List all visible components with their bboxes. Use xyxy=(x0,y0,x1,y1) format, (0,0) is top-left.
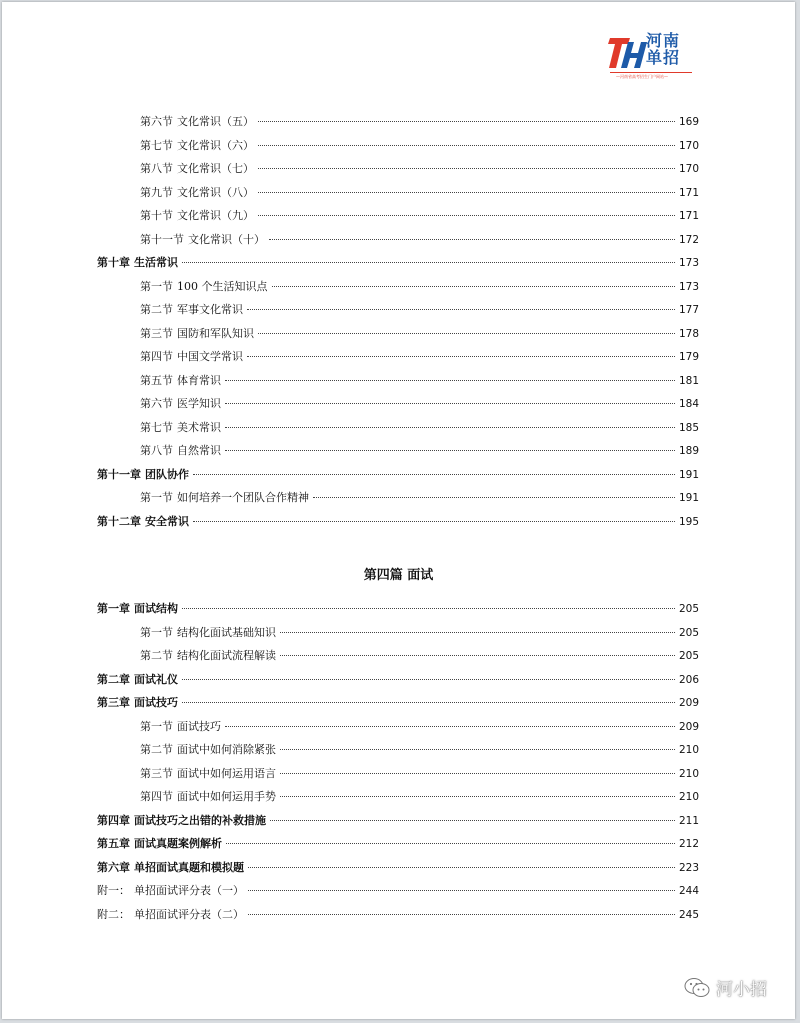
toc-entry-title: 如何培养一个团队合作精神 xyxy=(177,491,309,504)
toc-entry-title: 面试结构 xyxy=(134,602,178,615)
toc-entry-title: 100 个生活知识点 xyxy=(177,279,268,293)
toc-entry-page: 210 xyxy=(678,744,699,756)
toc-entry-page: 173 xyxy=(678,257,699,269)
toc-section-entry[interactable] xyxy=(140,183,699,203)
wechat-icon xyxy=(684,977,710,999)
dot-leader xyxy=(258,145,675,146)
toc-entry-label: 第五章 xyxy=(97,837,130,850)
toc-entry-page: 184 xyxy=(678,398,699,410)
toc-entry-label: 第三节 xyxy=(140,766,173,780)
toc-entry-title: 国防和军队知识 xyxy=(177,326,254,340)
toc-entry-title: 团队协作 xyxy=(145,467,189,481)
toc-entry-page: 205 xyxy=(678,603,699,615)
toc-chapter-entry[interactable] xyxy=(97,693,699,713)
toc-entry-title: 面试中如何运用手势 xyxy=(177,790,276,803)
toc-entry-page: 209 xyxy=(678,720,699,733)
toc-entry-title: 面试礼仪 xyxy=(134,672,178,686)
toc-entry-page: 206 xyxy=(678,673,699,686)
toc-entry-page: 245 xyxy=(678,908,699,921)
th-logo-icon xyxy=(608,34,648,70)
toc-entry-label: 第七节 xyxy=(140,420,173,434)
dot-leader xyxy=(225,380,675,381)
toc-entry-title: 文化常识（五） xyxy=(177,115,254,128)
toc-section-entry[interactable] xyxy=(140,112,699,132)
dot-leader xyxy=(226,843,675,844)
toc-section-entry[interactable] xyxy=(140,300,699,320)
document-page xyxy=(2,2,795,1019)
toc-entry-label: 第十一节 xyxy=(140,232,184,246)
toc-section-entry[interactable] xyxy=(140,277,699,297)
toc-entry-label: 第一节 xyxy=(140,279,173,293)
toc-entry-label: 第八节 xyxy=(140,444,173,457)
dot-leader xyxy=(258,215,675,216)
toc-entry-page: 210 xyxy=(678,791,699,803)
toc-entry-label: 第一节 xyxy=(140,491,173,504)
toc-entry-label: 第六节 xyxy=(140,397,173,410)
toc-entry-title: 体育常识 xyxy=(177,373,221,387)
toc-entry-page: 170 xyxy=(678,163,699,175)
toc-section-entry[interactable] xyxy=(140,206,699,226)
dot-leader xyxy=(193,474,675,475)
dot-leader xyxy=(258,192,675,193)
toc-section-entry[interactable] xyxy=(140,488,699,508)
toc-entry-title: 面试技巧 xyxy=(177,719,221,733)
toc-entry-title: 中国文学常识 xyxy=(177,350,243,363)
toc-entry-label: 第三章 xyxy=(97,696,130,709)
toc-section-entry[interactable] xyxy=(140,324,699,344)
toc-entry-page: 177 xyxy=(678,304,699,316)
toc-entry-title: 文化常识（八） xyxy=(177,185,254,199)
part-title: 第四篇 面试 xyxy=(363,568,434,583)
toc-entry-title: 面试真题案例解析 xyxy=(134,837,222,850)
toc-entry-page: 244 xyxy=(678,885,699,897)
toc-entry-page: 191 xyxy=(678,492,699,504)
toc-section-entry[interactable] xyxy=(140,418,699,438)
toc-entry-label: 第二节 xyxy=(140,649,173,662)
toc-entry-title: 面试中如何消除紧张 xyxy=(177,743,276,756)
brand-logo xyxy=(608,32,696,80)
dot-leader xyxy=(248,914,675,915)
toc-entry-page: 172 xyxy=(678,233,699,246)
toc-entry-title: 文化常识（十） xyxy=(188,232,265,246)
dot-leader xyxy=(247,309,675,310)
toc-entry-page: 209 xyxy=(678,697,699,709)
dot-leader xyxy=(247,356,675,357)
toc-entry-page: 170 xyxy=(678,139,699,152)
toc-section-entry[interactable] xyxy=(140,740,699,760)
toc-section-entry[interactable] xyxy=(140,646,699,666)
toc-entry-label: 第四节 xyxy=(140,350,173,363)
dot-leader xyxy=(280,655,675,656)
toc-entry-title: 美术常识 xyxy=(177,420,221,434)
toc-section-entry[interactable] xyxy=(140,717,699,737)
dot-leader xyxy=(272,286,675,287)
toc-entry-label: 第一章 xyxy=(97,602,130,615)
dot-leader xyxy=(280,749,675,750)
dot-leader xyxy=(225,450,675,451)
toc-entry-label: 第一节 xyxy=(140,625,173,639)
logo-text-line1: 河南 xyxy=(646,31,681,50)
dot-leader xyxy=(280,773,675,774)
toc-entry-title: 医学知识 xyxy=(177,397,221,410)
toc-entry-label: 第四节 xyxy=(140,790,173,803)
dot-leader xyxy=(248,867,675,868)
dot-leader xyxy=(225,726,675,727)
toc-entry-title: 安全常识 xyxy=(145,514,189,528)
toc-entry-label: 第十节 xyxy=(140,209,173,222)
toc-section-entry[interactable] xyxy=(140,623,699,643)
toc-entry-page: 179 xyxy=(678,351,699,363)
toc-entry-page: 171 xyxy=(678,186,699,199)
toc-entry-label: 第二章 xyxy=(97,672,130,686)
toc-section-entry[interactable] xyxy=(140,347,699,367)
dot-leader xyxy=(182,702,675,703)
toc-entry-title: 文化常识（六） xyxy=(177,138,254,152)
toc-entry-title: 面试技巧 xyxy=(134,696,178,709)
toc-entry-page: 185 xyxy=(678,421,699,434)
toc-chapter-entry[interactable] xyxy=(97,512,699,532)
toc-entry-label: 第二节 xyxy=(140,743,173,756)
toc-entry-page: 173 xyxy=(678,280,699,293)
toc-entry-page: 212 xyxy=(678,838,699,850)
toc-entry-page: 191 xyxy=(678,468,699,481)
toc-entry-label: 第七节 xyxy=(140,138,173,152)
wechat-watermark xyxy=(684,975,767,1000)
toc-section-entry[interactable] xyxy=(140,787,699,807)
toc-entry-label: 附二： xyxy=(97,907,130,921)
logo-divider xyxy=(610,72,692,73)
toc-entry-page: 211 xyxy=(678,814,699,827)
dot-leader xyxy=(182,679,675,680)
toc-section-entry[interactable] xyxy=(140,230,699,250)
toc-chapter-entry[interactable] xyxy=(97,811,699,831)
dot-leader xyxy=(225,403,675,404)
toc-entry-title: 单招面试真题和模拟题 xyxy=(134,860,244,874)
toc-chapter-entry[interactable] xyxy=(97,834,699,854)
toc-section-entry[interactable] xyxy=(140,441,699,461)
toc-entry-label: 第六节 xyxy=(140,115,173,128)
toc-chapter-entry[interactable] xyxy=(97,670,699,690)
dot-leader xyxy=(258,333,675,334)
toc-entry-page: 223 xyxy=(678,861,699,874)
toc-entry-page: 178 xyxy=(678,327,699,340)
toc-entry-title: 文化常识（七） xyxy=(177,162,254,175)
toc-entry-title: 单招面试评分表（二） xyxy=(134,907,244,921)
toc-entry-title: 结构化面试基础知识 xyxy=(177,625,276,639)
toc-appendix-entry[interactable] xyxy=(97,905,699,925)
toc-entry-page: 210 xyxy=(678,767,699,780)
toc-section-entry[interactable] xyxy=(140,764,699,784)
toc-entry-title: 生活常识 xyxy=(134,256,178,269)
toc-entry-page: 195 xyxy=(678,515,699,528)
toc-section-entry[interactable] xyxy=(140,136,699,156)
toc-entry-label: 第四章 xyxy=(97,813,130,827)
dot-leader xyxy=(280,796,675,797)
toc-entry-page: 171 xyxy=(678,210,699,222)
toc-entry-label: 第六章 xyxy=(97,860,130,874)
toc-entry-label: 第一节 xyxy=(140,719,173,733)
dot-leader xyxy=(182,608,675,609)
toc-chapter-entry[interactable] xyxy=(97,253,699,273)
toc-entry-label: 第十二章 xyxy=(97,514,141,528)
toc-entry-title: 单招面试评分表（一） xyxy=(134,884,244,897)
toc-entry-page: 189 xyxy=(678,445,699,457)
toc-section-entry[interactable] xyxy=(140,394,699,414)
toc-entry-title: 军事文化常识 xyxy=(177,303,243,316)
toc-entry-page: 205 xyxy=(678,650,699,662)
toc-entry-label: 第三节 xyxy=(140,326,173,340)
dot-leader xyxy=(270,820,675,821)
toc-entry-label: 附一： xyxy=(97,884,130,897)
toc-entry-title: 面试技巧之出错的补救措施 xyxy=(134,813,266,827)
toc-entry-page: 205 xyxy=(678,626,699,639)
toc-entry-title: 自然常识 xyxy=(177,444,221,457)
logo-tagline: —河南省高考招生门户网站— xyxy=(616,74,668,79)
toc-chapter-entry[interactable] xyxy=(97,465,699,485)
dot-leader xyxy=(193,521,675,522)
toc-entry-title: 文化常识（九） xyxy=(177,209,254,222)
toc-appendix-entry[interactable] xyxy=(97,881,699,901)
dot-leader xyxy=(313,497,675,498)
dot-leader xyxy=(225,427,675,428)
dot-leader xyxy=(248,890,675,891)
watermark-text: 河小招 xyxy=(716,980,767,1000)
dot-leader xyxy=(280,632,675,633)
toc-entry-label: 第二节 xyxy=(140,303,173,316)
toc-entry-label: 第十一章 xyxy=(97,467,141,481)
logo-text xyxy=(646,32,680,66)
dot-leader xyxy=(258,168,675,169)
toc-entry-label: 第八节 xyxy=(140,162,173,175)
toc-entry-page: 181 xyxy=(678,374,699,387)
dot-leader xyxy=(258,121,675,122)
logo-text-line2: 单招 xyxy=(646,48,681,67)
dot-leader xyxy=(269,239,675,240)
toc-section-entry[interactable] xyxy=(140,159,699,179)
toc-entry-label: 第五节 xyxy=(140,373,173,387)
toc-entry-title: 结构化面试流程解读 xyxy=(177,649,276,662)
toc-entry-page: 169 xyxy=(678,116,699,128)
toc-entry-label: 第九节 xyxy=(140,185,173,199)
toc-entry-label: 第十章 xyxy=(97,256,130,269)
toc-section-entry[interactable] xyxy=(140,371,699,391)
toc-chapter-entry[interactable] xyxy=(97,599,699,619)
toc-chapter-entry[interactable] xyxy=(97,858,699,878)
dot-leader xyxy=(182,262,675,263)
toc-entry-title: 面试中如何运用语言 xyxy=(177,766,276,780)
